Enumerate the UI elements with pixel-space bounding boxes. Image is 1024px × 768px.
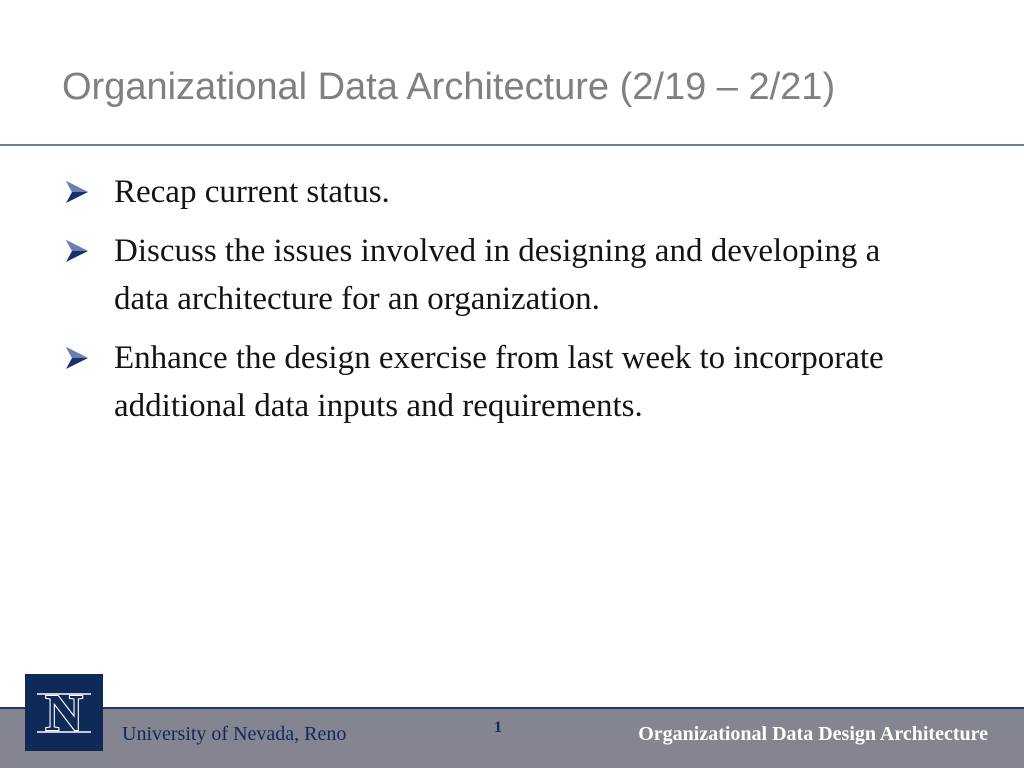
title-divider — [0, 144, 1024, 146]
arrow-bullet-icon — [64, 238, 90, 264]
arrow-bullet-icon — [64, 179, 90, 205]
footer-institution: University of Nevada, Reno — [122, 723, 347, 745]
bullet-item — [60, 227, 920, 323]
footer-course-title: Organizational Data Design Architecture — [638, 723, 988, 745]
svg-text:N: N — [45, 685, 83, 742]
bullet-text: Enhance the design exercise from last week to incorporate additional data inputs and requirements. — [114, 340, 884, 424]
bullet-text: Discuss the issues involved in designing and developing a data architecture for an organization. — [114, 233, 881, 317]
arrow-bullet-icon — [64, 345, 90, 371]
university-logo-icon — [25, 674, 103, 751]
university-logo — [25, 674, 103, 751]
page-number: 1 — [494, 719, 502, 736]
slide-title: Organizational Data Architecture (2/19 – 2/21) — [62, 66, 836, 108]
bullet-list — [60, 168, 920, 441]
bullet-item — [60, 168, 920, 216]
bullet-text: Recap current status. — [114, 174, 390, 210]
bullet-item — [60, 334, 920, 430]
